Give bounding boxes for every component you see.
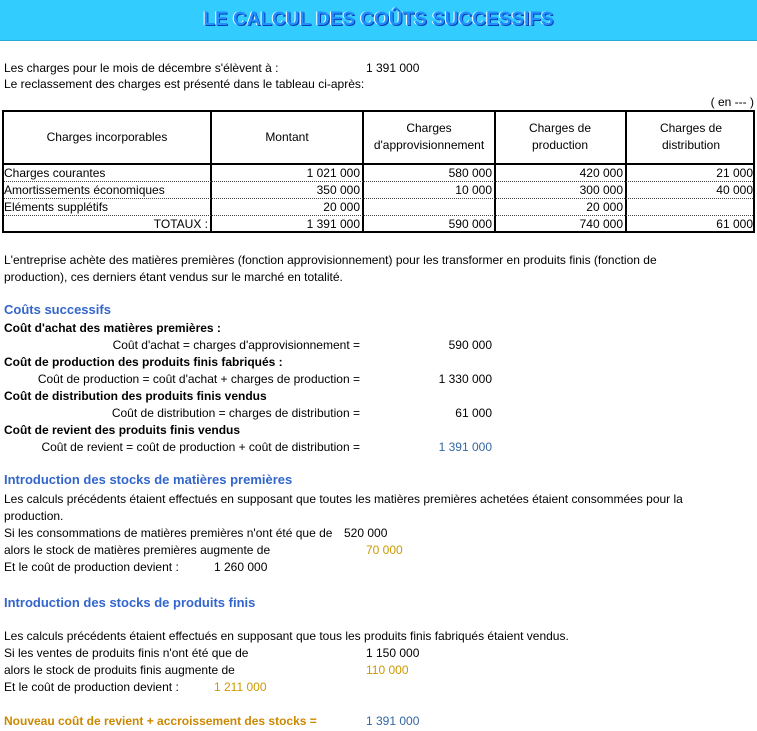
- cout-achat-title: Coût d'achat des matières premières :: [4, 321, 221, 335]
- row-separator: [4, 215, 753, 216]
- cout-production-value: 1 330 000: [438, 372, 492, 386]
- charges-label: Les charges pour le mois de décembre s'élèvent à :: [4, 61, 279, 75]
- row-separator: [4, 181, 753, 182]
- final-value: 1 391 000: [366, 714, 420, 728]
- unit-note: ( en --- ): [710, 95, 754, 109]
- stocks-mp-stock-value: 70 000: [366, 543, 403, 557]
- stocks-pf-ventes-value: 1 150 000: [366, 646, 420, 660]
- row-montant: 350 000: [316, 183, 360, 197]
- totals-production: 740 000: [579, 217, 623, 231]
- stocks-mp-cout-label: Et le coût de production devient :: [4, 560, 179, 574]
- header-montant: Montant: [265, 130, 309, 144]
- header-distribution: Charges de distribution: [659, 121, 723, 152]
- totals-distribution: 61 000: [716, 217, 753, 231]
- stocks-mp-cout-value: 1 260 000: [214, 560, 268, 574]
- stocks-mp-line: Les calculs précédents étaient effectués en supposant que toutes les matières premières achetées étaient consommées pour la: [4, 492, 683, 506]
- totals-appro: 590 000: [448, 217, 492, 231]
- page-title: LE CALCUL DES COÛTS SUCCESSIFS: [203, 9, 554, 30]
- cout-distribution-value: 61 000: [455, 406, 492, 420]
- cout-revient-title: Coût de revient des produits finis vendus: [4, 423, 241, 437]
- stocks-pf-cout-value: 1 211 000: [214, 680, 267, 694]
- stocks-mp-stock-label: alors le stock de matières premières augmente de: [4, 543, 271, 557]
- row-label: Amortissements économiques: [4, 183, 165, 197]
- section-heading-couts: Coûts successifs: [4, 302, 111, 317]
- paragraph-line: production), ces derniers étant vendus sur le marché en totalité.: [4, 270, 343, 284]
- header-charges-incorporables: Charges incorporables: [46, 130, 168, 144]
- row-distribution: 21 000: [716, 166, 753, 180]
- row-production: 20 000: [586, 200, 623, 214]
- totals-montant: 1 391 000: [306, 217, 360, 231]
- section-heading-stocks-mp: Introduction des stocks de matières premières: [4, 472, 293, 487]
- stocks-pf-cout-label: Et le coût de production devient :: [4, 680, 179, 694]
- cout-revient-formula: Coût de revient = coût de production + coût de distribution =: [41, 440, 360, 454]
- paragraph-line: L'entreprise achète des matières premières (fonction approvisionnement) pour les transformer en produits finis (fonction de: [4, 253, 657, 267]
- stocks-mp-conso-label: Si les consommations de matières premières n'ont été que de: [4, 526, 333, 540]
- stocks-pf-ventes-label: Si les ventes de produits finis n'ont été que de: [4, 646, 249, 660]
- cout-production-formula: Coût de production = coût d'achat + charges de production =: [37, 372, 360, 386]
- cout-achat-value: 590 000: [448, 338, 492, 352]
- row-separator: [4, 198, 753, 199]
- cout-distribution-formula: Coût de distribution = charges de distribution =: [111, 406, 360, 420]
- stocks-pf-stock-label: alors le stock de produits finis augmente de: [4, 663, 235, 677]
- title-banner: [0, 0, 757, 41]
- header-production: Charges de production: [528, 121, 592, 152]
- row-montant: 20 000: [323, 200, 360, 214]
- totals-label: TOTAUX :: [153, 217, 208, 231]
- row-label: Charges courantes: [4, 166, 106, 180]
- header-approvisionnement: Charges d'approvisionnement: [373, 121, 485, 152]
- stocks-mp-line: production.: [4, 509, 64, 523]
- stocks-pf-stock-value: 110 000: [366, 663, 409, 677]
- reclass-line: Le reclassement des charges est présenté dans le tableau ci-après:: [4, 77, 365, 91]
- table-header-rule: [2, 163, 755, 165]
- cout-production-title: Coût de production des produits finis fabriqués :: [4, 355, 283, 369]
- cout-distribution-title: Coût de distribution des produits finis vendus: [4, 389, 267, 403]
- row-appro: 580 000: [448, 166, 492, 180]
- final-label: Nouveau coût de revient + accroissement des stocks =: [4, 714, 317, 728]
- row-production: 420 000: [579, 166, 623, 180]
- row-production: 300 000: [579, 183, 623, 197]
- stocks-mp-conso-value: 520 000: [344, 526, 388, 540]
- cout-achat-formula: Coût d'achat = charges d'approvisionnement =: [112, 338, 360, 352]
- row-montant: 1 021 000: [306, 166, 360, 180]
- row-label: Eléments supplétifs: [4, 200, 109, 214]
- stocks-pf-line: Les calculs précédents étaient effectués en supposant que tous les produits finis fabriqués étaient vendus.: [4, 629, 569, 643]
- row-distribution: 40 000: [716, 183, 753, 197]
- section-heading-stocks-pf: Introduction des stocks de produits finis: [4, 595, 256, 610]
- charges-value: 1 391 000: [366, 61, 420, 75]
- row-appro: 10 000: [455, 183, 492, 197]
- cout-revient-value: 1 391 000: [438, 440, 492, 454]
